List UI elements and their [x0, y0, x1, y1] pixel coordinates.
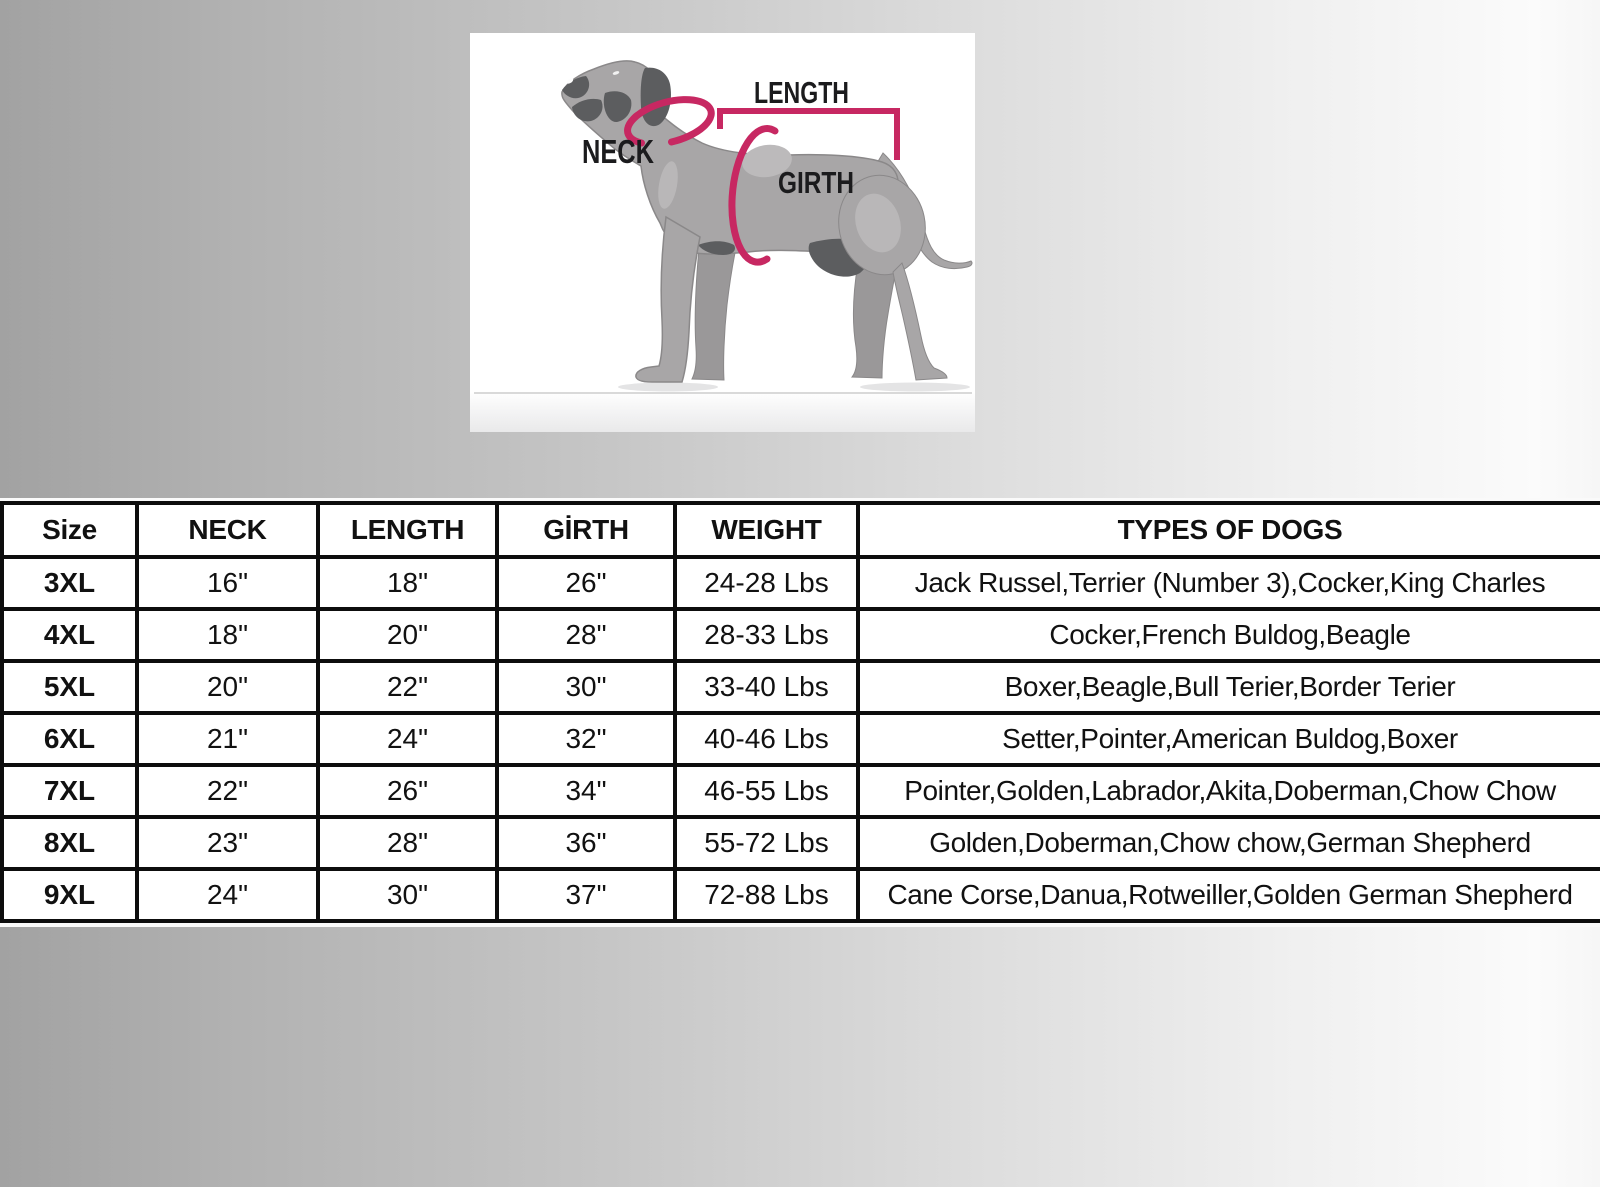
cell-weight: 28-33 Lbs	[675, 609, 858, 661]
cell-girth: 34"	[497, 765, 675, 817]
cell-weight: 46-55 Lbs	[675, 765, 858, 817]
cell-girth: 28"	[497, 609, 675, 661]
cell-length: 26"	[318, 765, 497, 817]
cell-types: Pointer,Golden,Labrador,Akita,Doberman,Chow Chow	[858, 765, 1600, 817]
header-types: TYPES OF DOGS	[858, 503, 1600, 557]
table-row	[2, 609, 1600, 661]
cell-neck: 23"	[137, 817, 318, 869]
cell-types: Boxer,Beagle,Bull Terier,Border Terier	[858, 661, 1600, 713]
cell-weight: 72-88 Lbs	[675, 869, 858, 921]
cell-types: Cocker,French Buldog,Beagle	[858, 609, 1600, 661]
cell-neck: 24"	[137, 869, 318, 921]
cell-length: 24"	[318, 713, 497, 765]
cell-girth: 32"	[497, 713, 675, 765]
front-feet-shadow	[618, 383, 718, 392]
cell-length: 18"	[318, 557, 497, 609]
table-row	[2, 869, 1600, 921]
header-girth: GİRTH	[497, 503, 675, 557]
cell-types: Setter,Pointer,American Buldog,Boxer	[858, 713, 1600, 765]
table-row	[2, 765, 1600, 817]
header-neck: NECK	[137, 503, 318, 557]
cell-weight: 55-72 Lbs	[675, 817, 858, 869]
cell-girth: 26"	[497, 557, 675, 609]
cell-girth: 37"	[497, 869, 675, 921]
length-measure-bracket	[720, 111, 897, 160]
floor	[470, 393, 975, 432]
cell-neck: 16"	[137, 557, 318, 609]
cell-size: 7XL	[2, 765, 137, 817]
size-chart-section	[0, 498, 1600, 927]
girth-label: GIRTH	[778, 165, 854, 200]
size-chart-table	[0, 501, 1600, 923]
cell-girth: 36"	[497, 817, 675, 869]
header-length: LENGTH	[318, 503, 497, 557]
cell-size: 8XL	[2, 817, 137, 869]
cell-weight: 40-46 Lbs	[675, 713, 858, 765]
dog-measurement-diagram	[470, 33, 975, 432]
dog-ear	[641, 68, 671, 127]
diagram-panel	[470, 33, 975, 432]
length-label: LENGTH	[754, 75, 849, 110]
table-row	[2, 557, 1600, 609]
cell-size: 6XL	[2, 713, 137, 765]
dog-far-hind-leg	[852, 263, 896, 378]
cell-length: 20"	[318, 609, 497, 661]
cell-weight: 24-28 Lbs	[675, 557, 858, 609]
dog-near-front-leg	[636, 217, 700, 382]
table-row	[2, 661, 1600, 713]
cell-length: 22"	[318, 661, 497, 713]
cell-size: 3XL	[2, 557, 137, 609]
dog-far-front-leg	[692, 238, 737, 380]
cell-types: Golden,Doberman,Chow chow,German Shepherd	[858, 817, 1600, 869]
cell-length: 30"	[318, 869, 497, 921]
cell-size: 4XL	[2, 609, 137, 661]
dog-near-hind-leg	[893, 263, 947, 380]
cell-types: Cane Corse,Danua,Rotweiller,Golden German Shepherd	[858, 869, 1600, 921]
cell-size: 9XL	[2, 869, 137, 921]
neck-label: NECK	[582, 133, 655, 170]
cell-neck: 22"	[137, 765, 318, 817]
table-header-row	[2, 503, 1600, 557]
cell-girth: 30"	[497, 661, 675, 713]
cell-types: Jack Russel,Terrier (Number 3),Cocker,King Charles	[858, 557, 1600, 609]
cell-neck: 20"	[137, 661, 318, 713]
cell-neck: 21"	[137, 713, 318, 765]
rear-feet-shadow	[860, 383, 970, 392]
header-weight: WEIGHT	[675, 503, 858, 557]
table-row	[2, 713, 1600, 765]
cell-size: 5XL	[2, 661, 137, 713]
cell-weight: 33-40 Lbs	[675, 661, 858, 713]
table-row	[2, 817, 1600, 869]
cell-neck: 18"	[137, 609, 318, 661]
cell-length: 28"	[318, 817, 497, 869]
header-size: Size	[2, 503, 137, 557]
